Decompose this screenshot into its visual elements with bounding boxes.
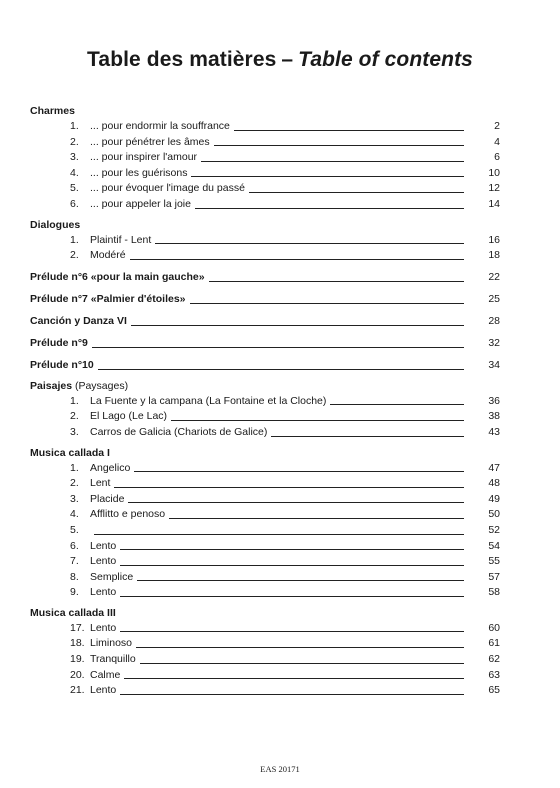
- entry-page: 49: [488, 492, 500, 505]
- section-heading: [30, 446, 500, 461]
- title-fr: Table des matières: [87, 48, 277, 71]
- leader-line: [209, 281, 464, 282]
- entry-number: 19.: [70, 653, 85, 666]
- leader-line: [120, 631, 464, 632]
- entry-number: 20.: [70, 668, 85, 681]
- leader-line: [120, 565, 464, 566]
- entry-title: ... pour endormir la souffrance: [90, 120, 230, 132]
- sec-prelude-9: [30, 335, 500, 352]
- section-heading-label: Dialogues: [30, 218, 81, 231]
- leader-line: [190, 303, 464, 304]
- leader-line: [140, 663, 464, 664]
- entry-number: 2.: [70, 249, 79, 262]
- toc-entry[interactable]: [30, 233, 500, 249]
- entry-title: ... pour pénétrer les âmes: [90, 135, 210, 148]
- page-title: [0, 48, 560, 72]
- entry-number: 1.: [70, 461, 79, 474]
- entry-number: 21.: [70, 684, 85, 697]
- title-en: Table of contents: [298, 48, 473, 71]
- entry-title: Lento: [90, 539, 117, 552]
- entry-page: 4: [494, 135, 500, 148]
- entry-title: ... pour évoquer l'image du passé: [90, 182, 245, 195]
- toc-entry[interactable]: [30, 197, 500, 213]
- sec-musica-1: [30, 446, 500, 601]
- toc-entry[interactable]: [30, 181, 500, 197]
- toc-entry[interactable]: [30, 683, 500, 699]
- leader-line: [214, 145, 464, 146]
- leader-line: [114, 487, 464, 488]
- sec-prelude-7: [30, 291, 500, 308]
- toc-entry[interactable]: [30, 135, 500, 151]
- toc-entry[interactable]: [30, 335, 500, 352]
- entry-title: ... pour appeler la joie: [90, 197, 191, 210]
- toc-entry[interactable]: [30, 166, 500, 182]
- entry-number: 2.: [70, 135, 79, 148]
- leader-line: [155, 243, 464, 244]
- entry-number: 8.: [70, 570, 79, 583]
- entry-number: 4.: [70, 166, 79, 179]
- toc-entry[interactable]: [30, 425, 500, 441]
- toc-entry[interactable]: [30, 585, 500, 601]
- entry-number: 3.: [70, 425, 79, 438]
- entry-page: 32: [488, 336, 500, 349]
- entry-title: Angelico: [90, 461, 131, 474]
- leader-line: [201, 161, 464, 162]
- entry-number: 6.: [70, 197, 79, 210]
- entry-title: Prélude n°10: [30, 358, 94, 371]
- entry-title: Tranquillo: [90, 653, 136, 666]
- sec-paisajes: [30, 379, 500, 441]
- leader-line: [249, 192, 464, 193]
- leader-line: [137, 580, 464, 581]
- entry-page: 54: [488, 539, 500, 552]
- entry-page: 38: [488, 410, 500, 423]
- section-heading-label: Paisajes: [30, 379, 73, 392]
- leader-line: [171, 420, 464, 421]
- toc-entry[interactable]: [30, 150, 500, 166]
- leader-line: [98, 369, 464, 370]
- section-heading-sub: (Paysages): [74, 379, 129, 392]
- toc-entry[interactable]: [30, 492, 500, 508]
- entry-title: Semplice: [90, 570, 134, 583]
- entry-page: 63: [488, 668, 500, 681]
- sec-prelude-10: [30, 357, 500, 374]
- entry-page: 65: [488, 684, 500, 697]
- entry-page: 25: [488, 292, 500, 305]
- entry-number: 7.: [70, 555, 79, 568]
- entry-number: 6.: [70, 539, 79, 552]
- toc-entry[interactable]: [30, 269, 500, 286]
- entry-page: 16: [488, 233, 500, 246]
- leader-line: [124, 678, 464, 679]
- entry-number: 18.: [70, 637, 85, 650]
- entry-title: Placide: [90, 492, 125, 505]
- entry-number: 3.: [70, 151, 79, 164]
- entry-title: Lento: [90, 586, 117, 599]
- entry-page: 55: [488, 555, 500, 568]
- entry-number: 5.: [70, 182, 79, 195]
- entry-page: 14: [488, 197, 500, 210]
- section-heading: [30, 379, 500, 394]
- leader-line: [234, 130, 464, 131]
- leader-line: [120, 596, 464, 597]
- entry-page: 12: [488, 182, 500, 195]
- table-of-contents: [30, 104, 500, 699]
- entry-page: 61: [488, 637, 500, 650]
- entry-title: La Fuente y la campana (La Fontaine et la Cloche): [90, 394, 327, 407]
- entry-page: 22: [488, 270, 500, 283]
- leader-line: [271, 436, 464, 437]
- entry-page: 34: [488, 358, 500, 371]
- toc-entry[interactable]: [30, 668, 500, 684]
- entry-page: 57: [488, 570, 500, 583]
- entry-title: Carros de Galicia (Chariots de Galice): [90, 425, 268, 438]
- toc-entry[interactable]: [30, 570, 500, 586]
- toc-entry[interactable]: [30, 507, 500, 523]
- toc-entry[interactable]: [30, 621, 500, 637]
- entry-title: Modéré: [90, 249, 126, 262]
- sec-dialogues: [30, 218, 500, 264]
- toc-entry[interactable]: [30, 523, 500, 539]
- toc-entry[interactable]: [30, 652, 500, 668]
- entry-page: 10: [488, 166, 500, 179]
- section-heading-label: Musica callada I: [30, 446, 110, 459]
- entry-title: ... pour les guérisons: [90, 166, 188, 179]
- leader-line: [169, 518, 464, 519]
- entry-page: 62: [488, 653, 500, 666]
- entry-number: 2.: [70, 410, 79, 423]
- toc-entry[interactable]: [30, 357, 500, 374]
- entry-page: 6: [494, 151, 500, 164]
- entry-title: Lento: [90, 555, 117, 568]
- entry-page: 52: [488, 523, 500, 536]
- toc-entry[interactable]: [30, 291, 500, 308]
- entry-title: Afflitto e penoso: [90, 508, 166, 521]
- title-separator: –: [281, 48, 294, 71]
- entry-page: 60: [488, 621, 500, 634]
- entry-title: Calme: [90, 668, 121, 681]
- leader-line: [134, 471, 464, 472]
- toc-entry[interactable]: [30, 248, 500, 264]
- sec-charmes: [30, 104, 500, 213]
- entry-number: 1.: [70, 120, 79, 132]
- leader-line: [330, 404, 464, 405]
- entry-title: Lent: [90, 477, 111, 490]
- entry-page: 28: [488, 314, 500, 327]
- entry-number: 3.: [70, 492, 79, 505]
- entry-title: Lento: [90, 621, 117, 634]
- entry-title: Liminoso: [90, 637, 133, 650]
- leader-line: [191, 176, 464, 177]
- entry-number: 1.: [70, 394, 79, 407]
- section-heading: [30, 606, 500, 621]
- entry-number: 17.: [70, 621, 85, 634]
- section-heading-label: Musica callada III: [30, 606, 116, 619]
- entry-title: El Lago (Le Lac): [90, 410, 168, 423]
- entry-number: 5.: [70, 523, 79, 536]
- leader-line: [94, 534, 464, 535]
- toc-entry[interactable]: [30, 119, 500, 135]
- entry-page: 2: [494, 120, 500, 132]
- entry-number: 9.: [70, 586, 79, 599]
- entry-title: Lento: [90, 684, 117, 697]
- entry-title: Prélude n°7 «Palmier d'étoiles»: [30, 292, 186, 305]
- leader-line: [120, 694, 464, 695]
- toc-entry[interactable]: [30, 313, 500, 330]
- sec-musica-3: [30, 606, 500, 699]
- entry-title: Plaintif - Lent: [90, 233, 152, 246]
- section-heading: [30, 218, 500, 233]
- entry-page: 47: [488, 461, 500, 474]
- leader-line: [130, 259, 464, 260]
- entry-page: 50: [488, 508, 500, 521]
- entry-page: 36: [488, 394, 500, 407]
- leader-line: [92, 347, 464, 348]
- entry-number: 2.: [70, 477, 79, 490]
- toc-entry[interactable]: [30, 636, 500, 652]
- leader-line: [136, 647, 464, 648]
- toc-entry[interactable]: [30, 539, 500, 555]
- sec-cancion: [30, 313, 500, 330]
- section-heading: [30, 104, 500, 119]
- sec-prelude-6: [30, 269, 500, 286]
- toc-entry[interactable]: [30, 476, 500, 492]
- entry-page: 43: [488, 425, 500, 438]
- entry-title: Canción y Danza VI: [30, 314, 127, 327]
- entry-page: 58: [488, 586, 500, 599]
- entry-number: 1.: [70, 233, 79, 246]
- toc-entry[interactable]: [30, 461, 500, 477]
- leader-line: [120, 549, 464, 550]
- entry-title: Prélude n°6 «pour la main gauche»: [30, 270, 205, 283]
- leader-line: [195, 208, 464, 209]
- leader-line: [128, 502, 464, 503]
- leader-line: [131, 325, 464, 326]
- entry-title: Prélude n°9: [30, 336, 88, 349]
- toc-entry[interactable]: [30, 554, 500, 570]
- toc-entry[interactable]: [30, 394, 500, 410]
- entry-page: 48: [488, 477, 500, 490]
- entry-number: 4.: [70, 508, 79, 521]
- entry-page: 18: [488, 249, 500, 262]
- entry-title: ... pour inspirer l'amour: [90, 151, 198, 164]
- section-heading-label: Charmes: [30, 105, 75, 117]
- toc-entry[interactable]: [30, 409, 500, 425]
- footer-catalog-number: EAS 20171: [260, 764, 300, 774]
